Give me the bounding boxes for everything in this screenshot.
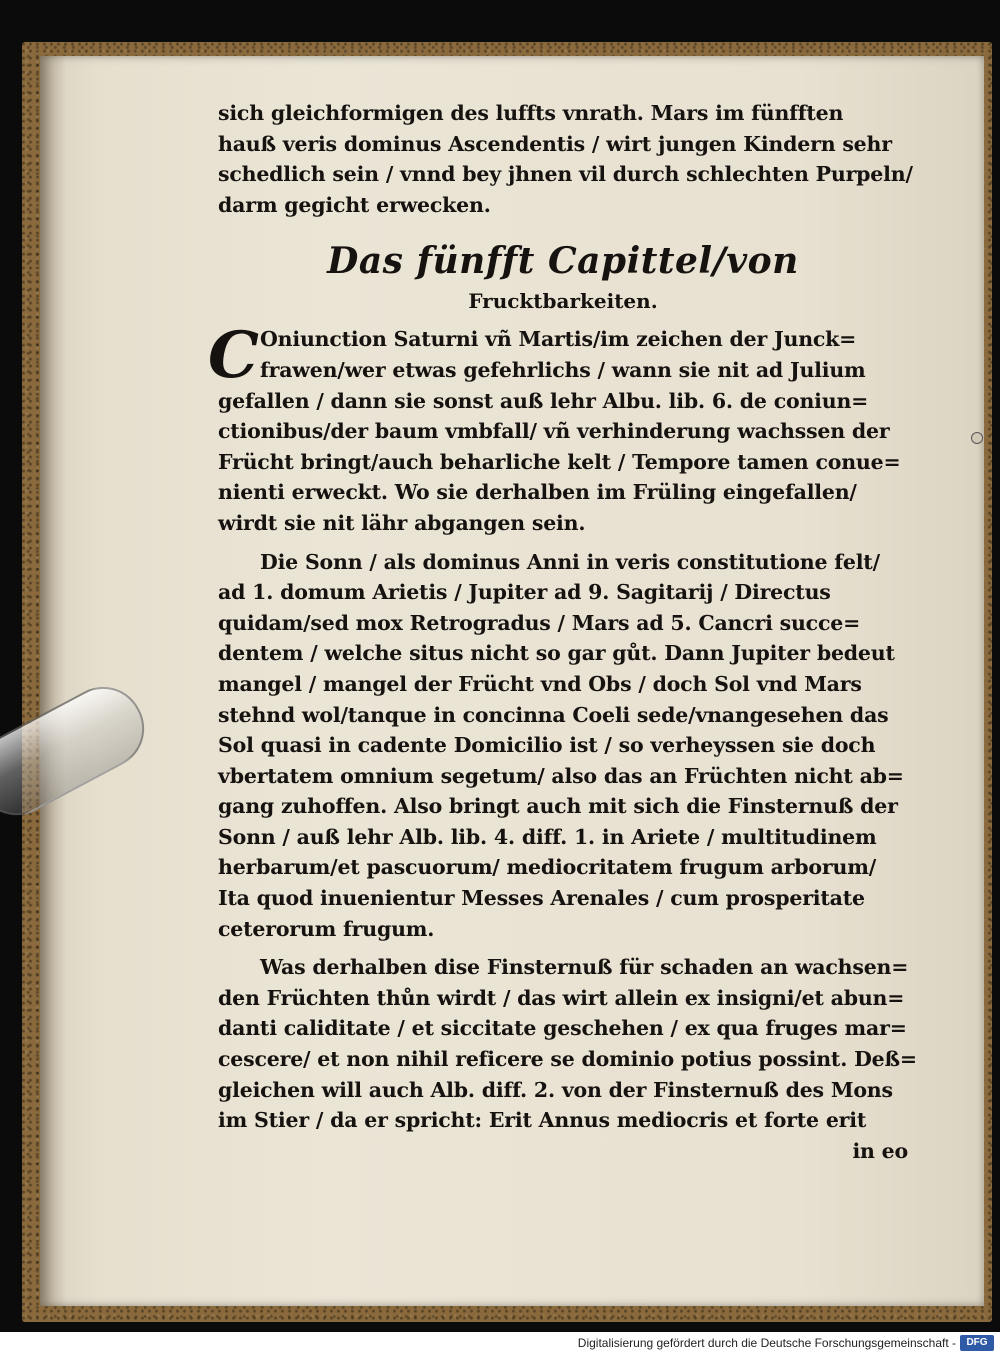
text-line: ctionibus/der baum vmbfall/ vñ verhinderung wachssen der <box>218 419 890 444</box>
text-line: im Stier / da er spricht: Erit Annus mediocris et forte erit <box>218 1108 867 1133</box>
page-gutter-shadow <box>40 56 66 1306</box>
text-line: Die Sonn / als dominus Anni in veris constitutione felt/ <box>260 549 880 574</box>
opening-lines <box>218 98 913 220</box>
margin-dot <box>971 432 983 444</box>
text-line: Sonn / auß lehr Alb. lib. 4. diff. 1. in Ariete / multitudinem <box>218 824 877 849</box>
text-line: dentem / welche situs nicht so gar gůt. Dann Jupiter bedeut <box>218 641 895 666</box>
text-line: gefallen / dann sie sonst auß lehr Albu. lib. 6. de coniun= <box>218 388 869 413</box>
text-line: sich gleichformigen des luffts vnrath. Mars im fünfften <box>218 101 844 125</box>
text-line: frawen/wer etwas gefehrlichs / wann sie nit ad Julium <box>260 357 866 382</box>
funding-credit: Digitalisierung gefördert durch die Deutsche Forschungsgemeinschaft - <box>577 1336 956 1350</box>
text-line: Oniunction Saturni vñ Martis/im zeichen der Junck= <box>260 327 857 352</box>
text-line: herbarum/et pascuorum/ mediocritatem frugum arborum/ <box>218 855 876 880</box>
paragraph-1 <box>208 318 908 538</box>
text-line: gang zuhoffen. Also bringt auch mit sich die Finsternuß der <box>218 794 898 819</box>
text-line: Was derhalben dise Finsternuß für schaden an wachsen= <box>260 955 909 980</box>
text-line: cescere/ et non nihil reficere se dominio potius possint. Deß= <box>218 1047 917 1072</box>
text-line: mangel / mangel der Frücht vnd Obs / doch Sol vnd Mars <box>218 671 862 696</box>
page-text-block <box>208 98 917 1166</box>
catchword: in eo <box>852 1138 908 1163</box>
text-line: wirdt sie nit lähr abgangen sein. <box>218 510 586 535</box>
text-line: hauß veris dominus Ascendentis / wirt jungen Kindern sehr <box>218 131 892 156</box>
paragraph-2 <box>218 547 908 945</box>
chapter-heading: Das fünfft Capittel/von <box>327 240 799 283</box>
text-line: ad 1. domum Arietis / Jupiter ad 9. Sagitarij / Directus <box>218 580 831 605</box>
chapter-subheading: Frucktbarkeiten. <box>468 289 658 314</box>
footer-bar <box>0 1332 1000 1355</box>
text-line: Sol quasi in cadente Domicilio ist / so verheyssen sie doch <box>218 733 876 758</box>
text-line: Ita quod inuenientur Messes Arenales / cum prosperitate <box>218 886 865 911</box>
text-line: schedlich sein / vnnd bey jhnen vil durch schlechten Purpeln/ <box>218 162 913 187</box>
text-line: nienti erweckt. Wo sie derhalben im Früling eingefallen/ <box>218 480 857 505</box>
text-line: darm gegicht erwecken. <box>218 192 491 217</box>
text-line: stehnd wol/tanque in concinna Coeli sede/vnangesehen das <box>218 702 889 727</box>
text-line: vbertatem omnium segetum/ also das an Früchten nicht ab= <box>218 763 904 788</box>
text-line: ceterorum frugum. <box>218 916 435 941</box>
dfg-logo: DFG <box>960 1335 994 1351</box>
text-line: Frücht bringt/auch beharliche kelt / Tempore tamen conue= <box>218 449 901 474</box>
decorated-initial: C <box>208 318 259 394</box>
text-line: quidam/sed mox Retrogradus / Mars ad 5. Cancri succe= <box>218 610 861 635</box>
paragraph-3 <box>218 952 917 1136</box>
text-line: danti caliditate / et siccitate geschehen / ex qua fruges mar= <box>218 1016 907 1041</box>
text-line: den Früchten thůn wirdt / das wirt allein ex insigni/et abun= <box>218 985 905 1010</box>
text-line: gleichen will auch Alb. diff. 2. von der Finsternuß des Mons <box>218 1077 893 1102</box>
